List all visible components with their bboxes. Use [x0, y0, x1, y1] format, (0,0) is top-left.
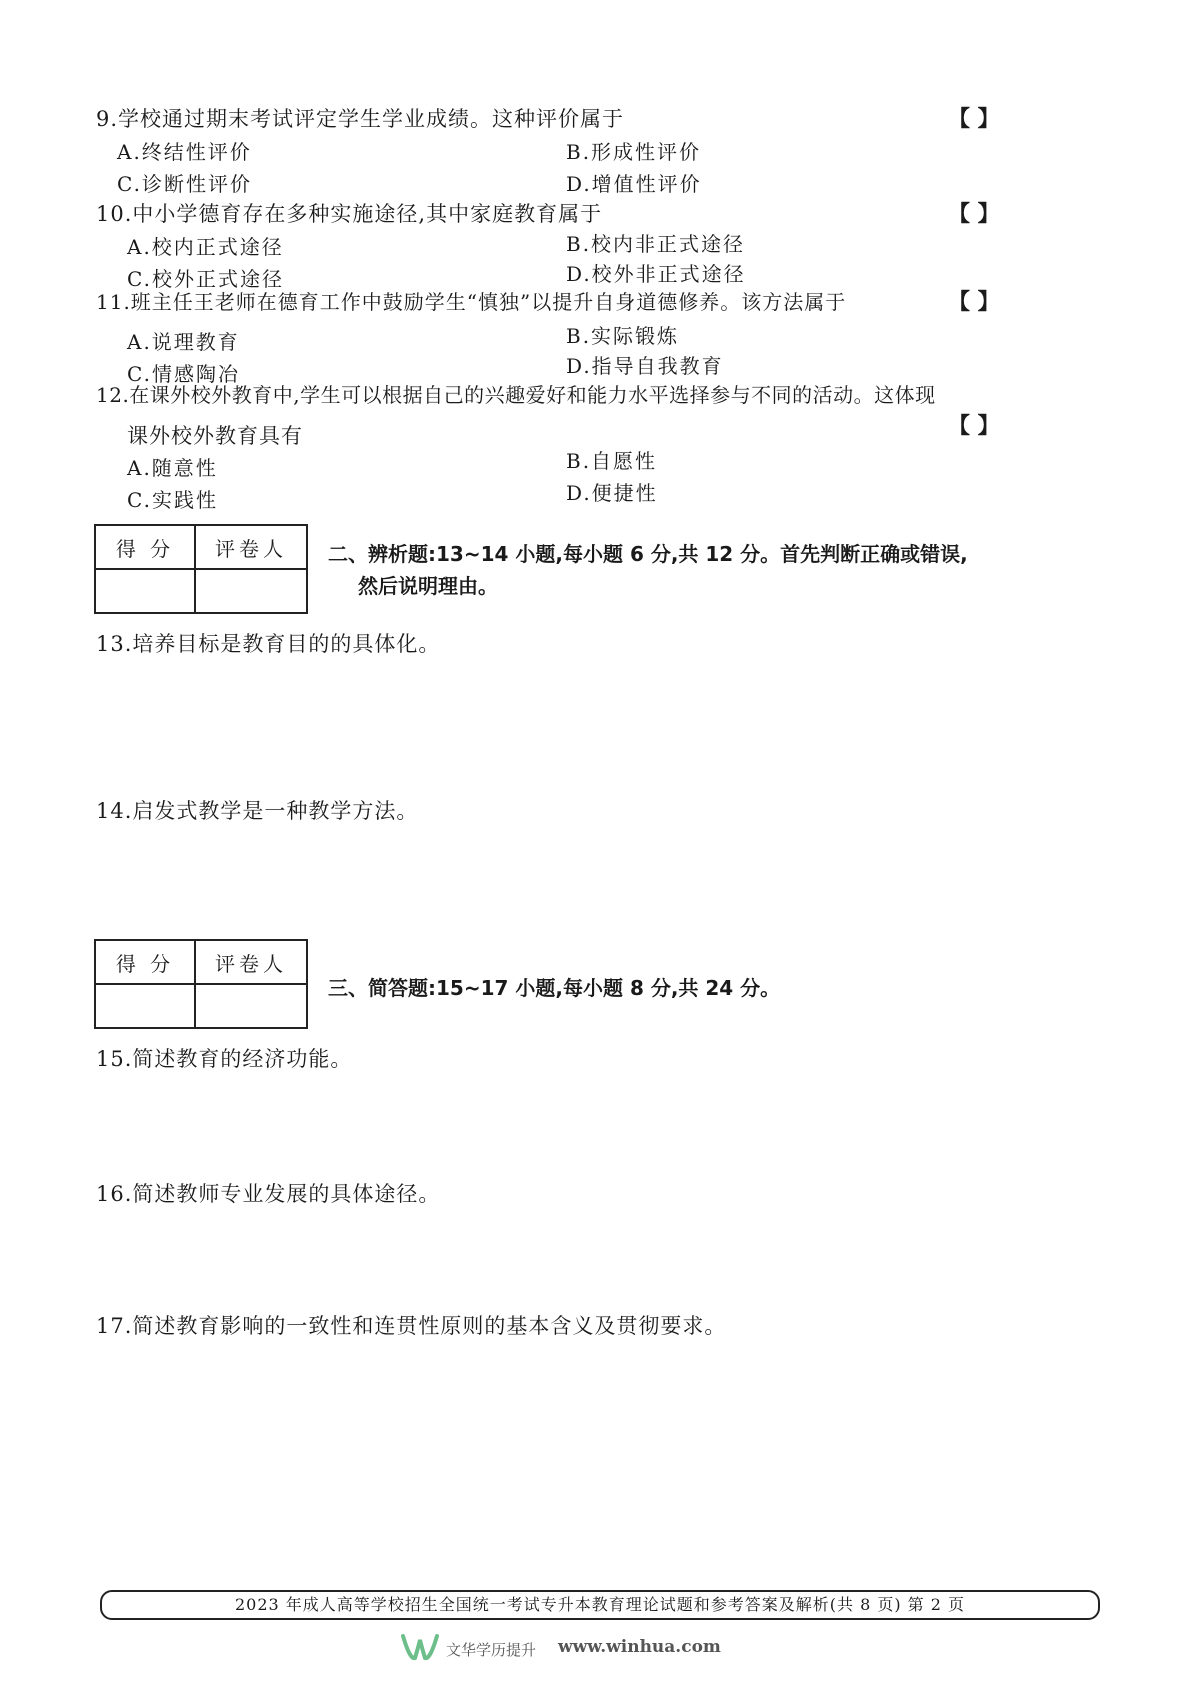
q9-option-a: A.终结性评价: [117, 140, 252, 164]
section-2-heading-line2: 然后说明理由。: [358, 574, 498, 598]
q10-option-d: D.校外非正式途径: [566, 262, 746, 286]
score-label: 得 分: [95, 525, 195, 569]
score-label: 得 分: [95, 940, 195, 984]
question-17: 17.简述教育影响的一致性和连贯性原则的基本含义及贯彻要求。: [96, 1314, 727, 1338]
q9-option-d: D.增值性评价: [566, 172, 702, 196]
score-table-section-2: [94, 524, 308, 614]
answer-bracket-9: 【 】: [948, 106, 1000, 132]
score-cell[interactable]: [95, 569, 195, 613]
grader-label: 评卷人: [195, 525, 307, 569]
question-9-stem: 9.学校通过期末考试评定学生学业成绩。这种评价属于: [96, 107, 625, 131]
watermark-url[interactable]: www.winhua.com: [558, 1637, 721, 1657]
score-cell[interactable]: [95, 984, 195, 1028]
watermark-brand: 文华学历提升: [446, 1641, 537, 1659]
q11-option-b: B.实际锻炼: [566, 324, 680, 348]
answer-bracket-11: 【 】: [948, 289, 1000, 315]
score-table-section-3: [94, 939, 308, 1029]
grader-cell[interactable]: [195, 569, 307, 613]
answer-bracket-12: 【 】: [948, 413, 1000, 439]
question-10-stem: 10.中小学德育存在多种实施途径,其中家庭教育属于: [96, 202, 603, 226]
q12-option-a: A.随意性: [127, 456, 218, 480]
q10-option-a: A.校内正式途径: [127, 235, 284, 259]
q12-option-d: D.便捷性: [566, 481, 658, 505]
q10-option-c: C.校外正式途径: [127, 267, 284, 291]
q11-option-c: C.情感陶冶: [127, 362, 240, 386]
question-14: 14.启发式教学是一种教学方法。: [96, 799, 419, 823]
answer-bracket-10: 【 】: [948, 201, 1000, 227]
question-16: 16.简述教师专业发展的具体途径。: [96, 1182, 441, 1206]
grader-label: 评卷人: [195, 940, 307, 984]
q11-option-a: A.说理教育: [127, 330, 240, 354]
q9-option-b: B.形成性评价: [566, 140, 702, 164]
question-13: 13.培养目标是教育目的的具体化。: [96, 632, 441, 656]
q9-option-c: C.诊断性评价: [117, 172, 252, 196]
q12-option-b: B.自愿性: [566, 449, 658, 473]
question-12-stem-line1: 12.在课外校外教育中,学生可以根据自己的兴趣爱好和能力水平选择参与不同的活动。这体现: [96, 383, 936, 407]
winhua-logo-icon: [400, 1630, 440, 1664]
q11-option-d: D.指导自我教育: [566, 354, 724, 378]
q10-option-b: B.校内非正式途径: [566, 232, 746, 256]
section-2-heading: 二、辨析题:13~14 小题,每小题 6 分,共 12 分。首先判断正确或错误,: [328, 542, 968, 566]
q12-option-c: C.实践性: [127, 488, 218, 512]
page-footer: 2023 年成人高等学校招生全国统一考试专升本教育理论试题和参考答案及解析(共 8 页) 第 2 页: [100, 1590, 1100, 1620]
grader-cell[interactable]: [195, 984, 307, 1028]
question-12-stem-line2: 课外校外教育具有: [127, 424, 303, 448]
question-15: 15.简述教育的经济功能。: [96, 1047, 353, 1071]
section-3-heading: 三、简答题:15~17 小题,每小题 8 分,共 24 分。: [328, 976, 781, 1000]
question-11-stem: 11.班主任王老师在德育工作中鼓励学生“慎独”以提升自身道德修养。该方法属于: [96, 290, 847, 314]
